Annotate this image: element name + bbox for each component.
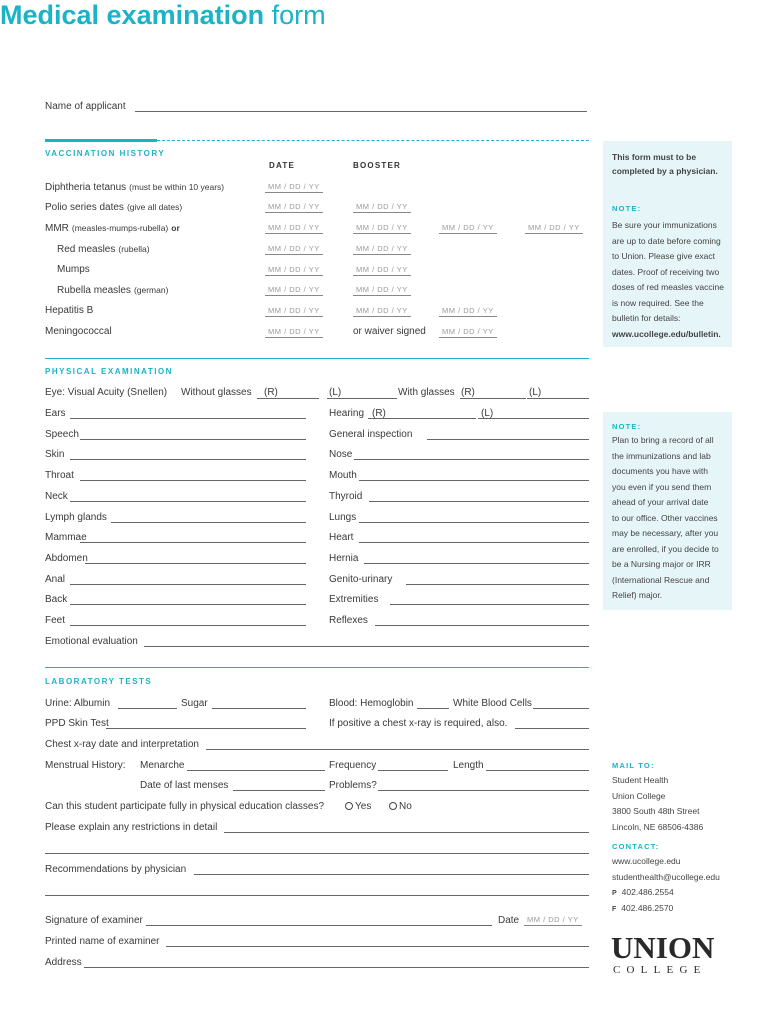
xray-if-field[interactable]	[515, 728, 589, 729]
eye-without-left-field[interactable]	[327, 398, 397, 399]
frequency-label: Frequency	[329, 760, 377, 771]
contact-fax: 402.486.2570	[621, 903, 674, 913]
no-radio[interactable]	[389, 802, 397, 810]
mail-line: Union College	[612, 790, 666, 801]
date-label: Date	[498, 915, 520, 926]
exam-field[interactable]	[80, 480, 306, 481]
hearing-left-field[interactable]	[478, 418, 589, 419]
logo-union: UNION	[611, 930, 715, 965]
vaccine-name: Red measles	[57, 244, 116, 255]
xray-label: Chest x-ray date and interpretation	[45, 739, 199, 750]
hemoglobin-field[interactable]	[417, 708, 449, 709]
note-line: Plan to bring a record of all	[612, 435, 714, 445]
exam-field[interactable]	[70, 418, 306, 419]
exam-field[interactable]	[406, 584, 589, 585]
length-field[interactable]	[486, 770, 589, 771]
title-bold: Medical examination	[0, 0, 265, 30]
vaccine-name: Diphtheria tetanus	[45, 182, 127, 193]
exam-field[interactable]	[70, 501, 306, 502]
vaccine-booster-field[interactable]: MM / DD / YY	[353, 223, 411, 234]
vaccine-name: Rubella measles	[57, 285, 131, 296]
exam-field[interactable]	[111, 522, 306, 523]
vaccine-booster-field[interactable]: MM / DD / YY	[439, 306, 497, 317]
note-line: Relief) major.	[612, 590, 663, 600]
contact-email[interactable]: studenthealth@ucollege.edu	[612, 872, 720, 882]
eye-without-right-field[interactable]	[257, 398, 319, 399]
exam-label: Feet	[45, 615, 66, 626]
physician-notice: This form must to be completed by a physician.	[612, 152, 718, 176]
pe-yes-option[interactable]	[345, 801, 371, 813]
emotional-field[interactable]	[144, 646, 589, 647]
vaccine-row-label	[45, 222, 180, 235]
vaccine-row-label	[45, 181, 224, 194]
exam-field[interactable]	[390, 604, 589, 605]
urine-label: Urine: Albumin	[45, 698, 111, 709]
eye-with-right-field[interactable]	[460, 398, 526, 399]
no-label: No	[399, 801, 412, 812]
vaccine-name: Mumps	[57, 264, 90, 275]
vaccination-heading: VACCINATION HISTORY	[45, 149, 166, 158]
vaccine-name: Polio series dates	[45, 202, 124, 213]
exam-label: General inspection	[329, 428, 413, 440]
exam-label: Lungs	[329, 511, 357, 523]
physical-heading: PHYSICAL EXAMINATION	[45, 367, 173, 376]
vaccine-name: Meningococcal	[45, 326, 112, 337]
page-title	[0, 0, 770, 31]
length-label: Length	[453, 760, 484, 771]
exam-label: Mammae	[45, 532, 87, 544]
note-line: www.ucollege.edu/bulletin.	[612, 328, 721, 339]
contact-phone: 402.486.2554	[621, 887, 674, 897]
exam-field[interactable]	[369, 501, 589, 502]
explain-field[interactable]	[224, 832, 589, 833]
printed-name-field[interactable]	[166, 946, 589, 947]
vaccine-date-field[interactable]: MM / DD / YY	[265, 244, 323, 255]
exam-label: Ears	[45, 408, 66, 419]
vaccine-row-label	[45, 201, 182, 214]
section-accent	[45, 139, 157, 142]
note-line: Be sure your immunizations	[612, 220, 717, 230]
exam-field[interactable]	[70, 625, 306, 626]
exam-label: Heart	[329, 532, 354, 544]
note-line: are enrolled, if you decide to	[612, 543, 719, 554]
name-label: Name of applicant	[45, 101, 126, 112]
frequency-field[interactable]	[378, 770, 448, 771]
wbc-label: White Blood Cells	[453, 698, 532, 709]
vaccine-booster-field[interactable]: MM / DD / YY	[439, 327, 497, 338]
exam-field[interactable]	[427, 439, 589, 440]
vaccine-booster-field[interactable]: MM / DD / YY	[353, 202, 411, 213]
exam-field[interactable]	[70, 459, 306, 460]
exam-label: Skin	[45, 449, 65, 461]
hemoglobin-label: Blood: Hemoglobin	[329, 698, 414, 709]
vaccine-row-label	[45, 305, 93, 317]
exam-field[interactable]	[70, 604, 306, 605]
lab-heading: LABORATORY TESTS	[45, 677, 153, 686]
exam-field[interactable]	[359, 542, 589, 543]
exam-label: Thyroid	[329, 490, 363, 502]
fax-prefix: F	[612, 906, 617, 913]
vaccine-booster-field[interactable]: MM / DD / YY	[353, 285, 411, 296]
section-divider	[157, 140, 589, 141]
logo-college: COLLEGE	[613, 964, 707, 976]
wbc-field[interactable]	[533, 708, 589, 709]
note-line: doses of red measles vaccine	[612, 282, 724, 292]
exam-field[interactable]	[364, 563, 589, 564]
vaccine-row-label	[57, 243, 150, 256]
eye-with-left-field[interactable]	[527, 398, 589, 399]
vaccine-booster-field[interactable]: MM / DD / YY	[353, 244, 411, 255]
recs-label: Recommendations by physician	[45, 864, 187, 875]
note-line: be a Nursing major or IRR	[612, 559, 711, 569]
section-divider	[45, 667, 589, 668]
exam-field[interactable]	[359, 480, 589, 481]
eye-without-left-label: (L)	[329, 387, 342, 398]
exam-label: Hernia	[329, 552, 359, 564]
date-column-header: DATE	[269, 161, 295, 170]
ppd-field[interactable]	[106, 728, 306, 729]
vaccine-booster-field[interactable]: MM / DD / YY	[353, 306, 411, 317]
menarche-field[interactable]	[187, 770, 325, 771]
contact-label: CONTACT:	[612, 842, 660, 851]
section-divider	[45, 358, 589, 359]
vaccine-name: MMR	[45, 223, 69, 234]
exam-label: Reflexes	[329, 615, 368, 626]
note-line: bulletin for details:	[612, 313, 681, 323]
vaccine-note: (must be within 10 years)	[129, 182, 225, 192]
eye-label: Eye: Visual Acuity (Snellen)	[45, 387, 168, 398]
address-field[interactable]	[84, 967, 589, 968]
eye-with-right-label: (R)	[461, 387, 475, 398]
exam-label: Extremities	[329, 594, 379, 606]
last-menses-field[interactable]	[233, 790, 325, 791]
yes-label: Yes	[355, 801, 372, 812]
note-line: are up to date before coming	[612, 235, 721, 246]
vaccine-note: (rubella)	[118, 244, 150, 254]
sugar-field[interactable]	[212, 708, 306, 709]
exam-field[interactable]	[354, 459, 589, 460]
title-light: form	[271, 0, 326, 30]
exam-label: Speech	[45, 428, 79, 440]
hearing-left-label: (L)	[481, 408, 494, 419]
pe-no-option[interactable]	[389, 801, 412, 813]
exam-label: Genito-urinary	[329, 573, 393, 585]
vaccine-date-field[interactable]: MM / DD / YY	[265, 285, 323, 296]
mail-line: Lincoln, NE 68506-4386	[612, 821, 704, 832]
vaccine-row-label	[57, 284, 168, 297]
note-line: documents you have with	[612, 466, 708, 476]
printed-name-label: Printed name of examiner	[45, 936, 160, 947]
waiver-label: or waiver signed	[353, 326, 426, 337]
vaccine-date-field[interactable]: MM / DD / YY	[265, 202, 323, 213]
mail-label: MAIL TO:	[612, 761, 655, 770]
ppd-label: PPD Skin Test	[45, 718, 109, 729]
exam-label: Throat	[45, 470, 74, 482]
vaccine-booster-field[interactable]: MM / DD / YY	[525, 223, 583, 234]
vaccine-suffix: or	[171, 223, 180, 233]
vaccine-booster-field[interactable]: MM / DD / YY	[353, 265, 411, 276]
signature-field[interactable]	[146, 925, 492, 926]
vaccine-row-label	[57, 264, 90, 276]
note-line: ahead of your arrival date	[612, 497, 709, 507]
exam-label: Anal	[45, 573, 66, 585]
pe-question: Can this student participate fully in physical education classes?	[45, 801, 325, 812]
sugar-label: Sugar	[181, 698, 208, 709]
explain-label: Please explain any restrictions in detail	[45, 822, 218, 833]
note-line: the immunizations and lab	[612, 450, 711, 461]
phone-prefix: P	[612, 890, 617, 897]
mail-line: Student Health	[612, 775, 669, 785]
vaccine-note: (german)	[133, 285, 169, 295]
eye-with-left-label: (L)	[529, 387, 542, 398]
signature-date-field[interactable]: MM / DD / YY	[524, 915, 582, 926]
vaccine-date-field[interactable]: MM / DD / YY	[265, 182, 323, 193]
signature-label: Signature of examiner	[45, 915, 143, 926]
yes-radio[interactable]	[345, 802, 353, 810]
vaccine-note: (measles-mumps-rubella)	[71, 223, 169, 233]
hearing-right-label: (R)	[372, 408, 386, 419]
recs-field[interactable]	[194, 874, 589, 875]
exam-field[interactable]	[375, 625, 589, 626]
exam-field[interactable]	[70, 584, 306, 585]
exam-label: Neck	[45, 490, 68, 502]
note-label-2: NOTE:	[612, 422, 642, 431]
note-line: may be necessary, after you	[612, 528, 719, 538]
with-glasses-label: With glasses	[398, 387, 455, 398]
recs-field-2[interactable]	[45, 895, 589, 896]
problems-field[interactable]	[378, 790, 589, 791]
exam-label: Hearing	[329, 408, 365, 419]
emotional-label: Emotional evaluation	[45, 636, 138, 647]
exam-field[interactable]	[85, 563, 306, 564]
note-line: to our office. Other vaccines	[612, 512, 718, 523]
exam-field[interactable]	[359, 522, 589, 523]
vaccine-date-field[interactable]: MM / DD / YY	[265, 306, 323, 317]
note-line: to Union. Please give exact	[612, 251, 716, 261]
note-line: dates. Proof of receiving two	[612, 266, 720, 277]
problems-label: Problems?	[329, 780, 377, 791]
name-field[interactable]	[135, 111, 587, 112]
albumin-field[interactable]	[118, 708, 177, 709]
exam-label: Mouth	[329, 470, 357, 482]
vaccine-row-label	[45, 326, 112, 338]
without-glasses-label: Without glasses	[181, 387, 252, 398]
exam-label: Lymph glands	[45, 511, 107, 523]
address-label: Address	[45, 957, 82, 968]
last-menses-label: Date of last menses	[140, 780, 229, 791]
xray-if-label: If positive a chest x-ray is required, also.	[329, 718, 508, 729]
exam-label: Back	[45, 594, 68, 606]
booster-column-header: BOOSTER	[353, 161, 401, 170]
vaccine-date-field[interactable]: MM / DD / YY	[265, 265, 323, 276]
exam-label: Abdomen	[45, 552, 88, 564]
vaccine-date-field[interactable]: MM / DD / YY	[265, 327, 323, 338]
exam-field[interactable]	[80, 542, 306, 543]
eye-without-right-label: (R)	[264, 387, 278, 398]
hearing-right-field[interactable]	[368, 418, 476, 419]
mail-line: 3800 South 48th Street	[612, 806, 700, 816]
note-label-1: NOTE:	[612, 204, 642, 213]
note-line: you even if you send them	[612, 481, 712, 492]
menarche-label: Menarche	[140, 760, 185, 771]
note-line: (International Rescue and	[612, 574, 710, 585]
vaccine-note: (give all dates)	[126, 202, 183, 212]
exam-field[interactable]	[80, 439, 306, 440]
vaccine-name: Hepatitis B	[45, 305, 94, 316]
xray-field[interactable]	[206, 749, 589, 750]
explain-field-2[interactable]	[45, 853, 589, 854]
menstrual-label: Menstrual History:	[45, 760, 126, 771]
vaccine-booster-field[interactable]: MM / DD / YY	[439, 223, 497, 234]
vaccine-date-field[interactable]: MM / DD / YY	[265, 223, 323, 234]
contact-web[interactable]: www.ucollege.edu	[612, 856, 681, 866]
exam-label: Nose	[329, 449, 353, 461]
note-line: is now required. See the	[612, 297, 704, 308]
